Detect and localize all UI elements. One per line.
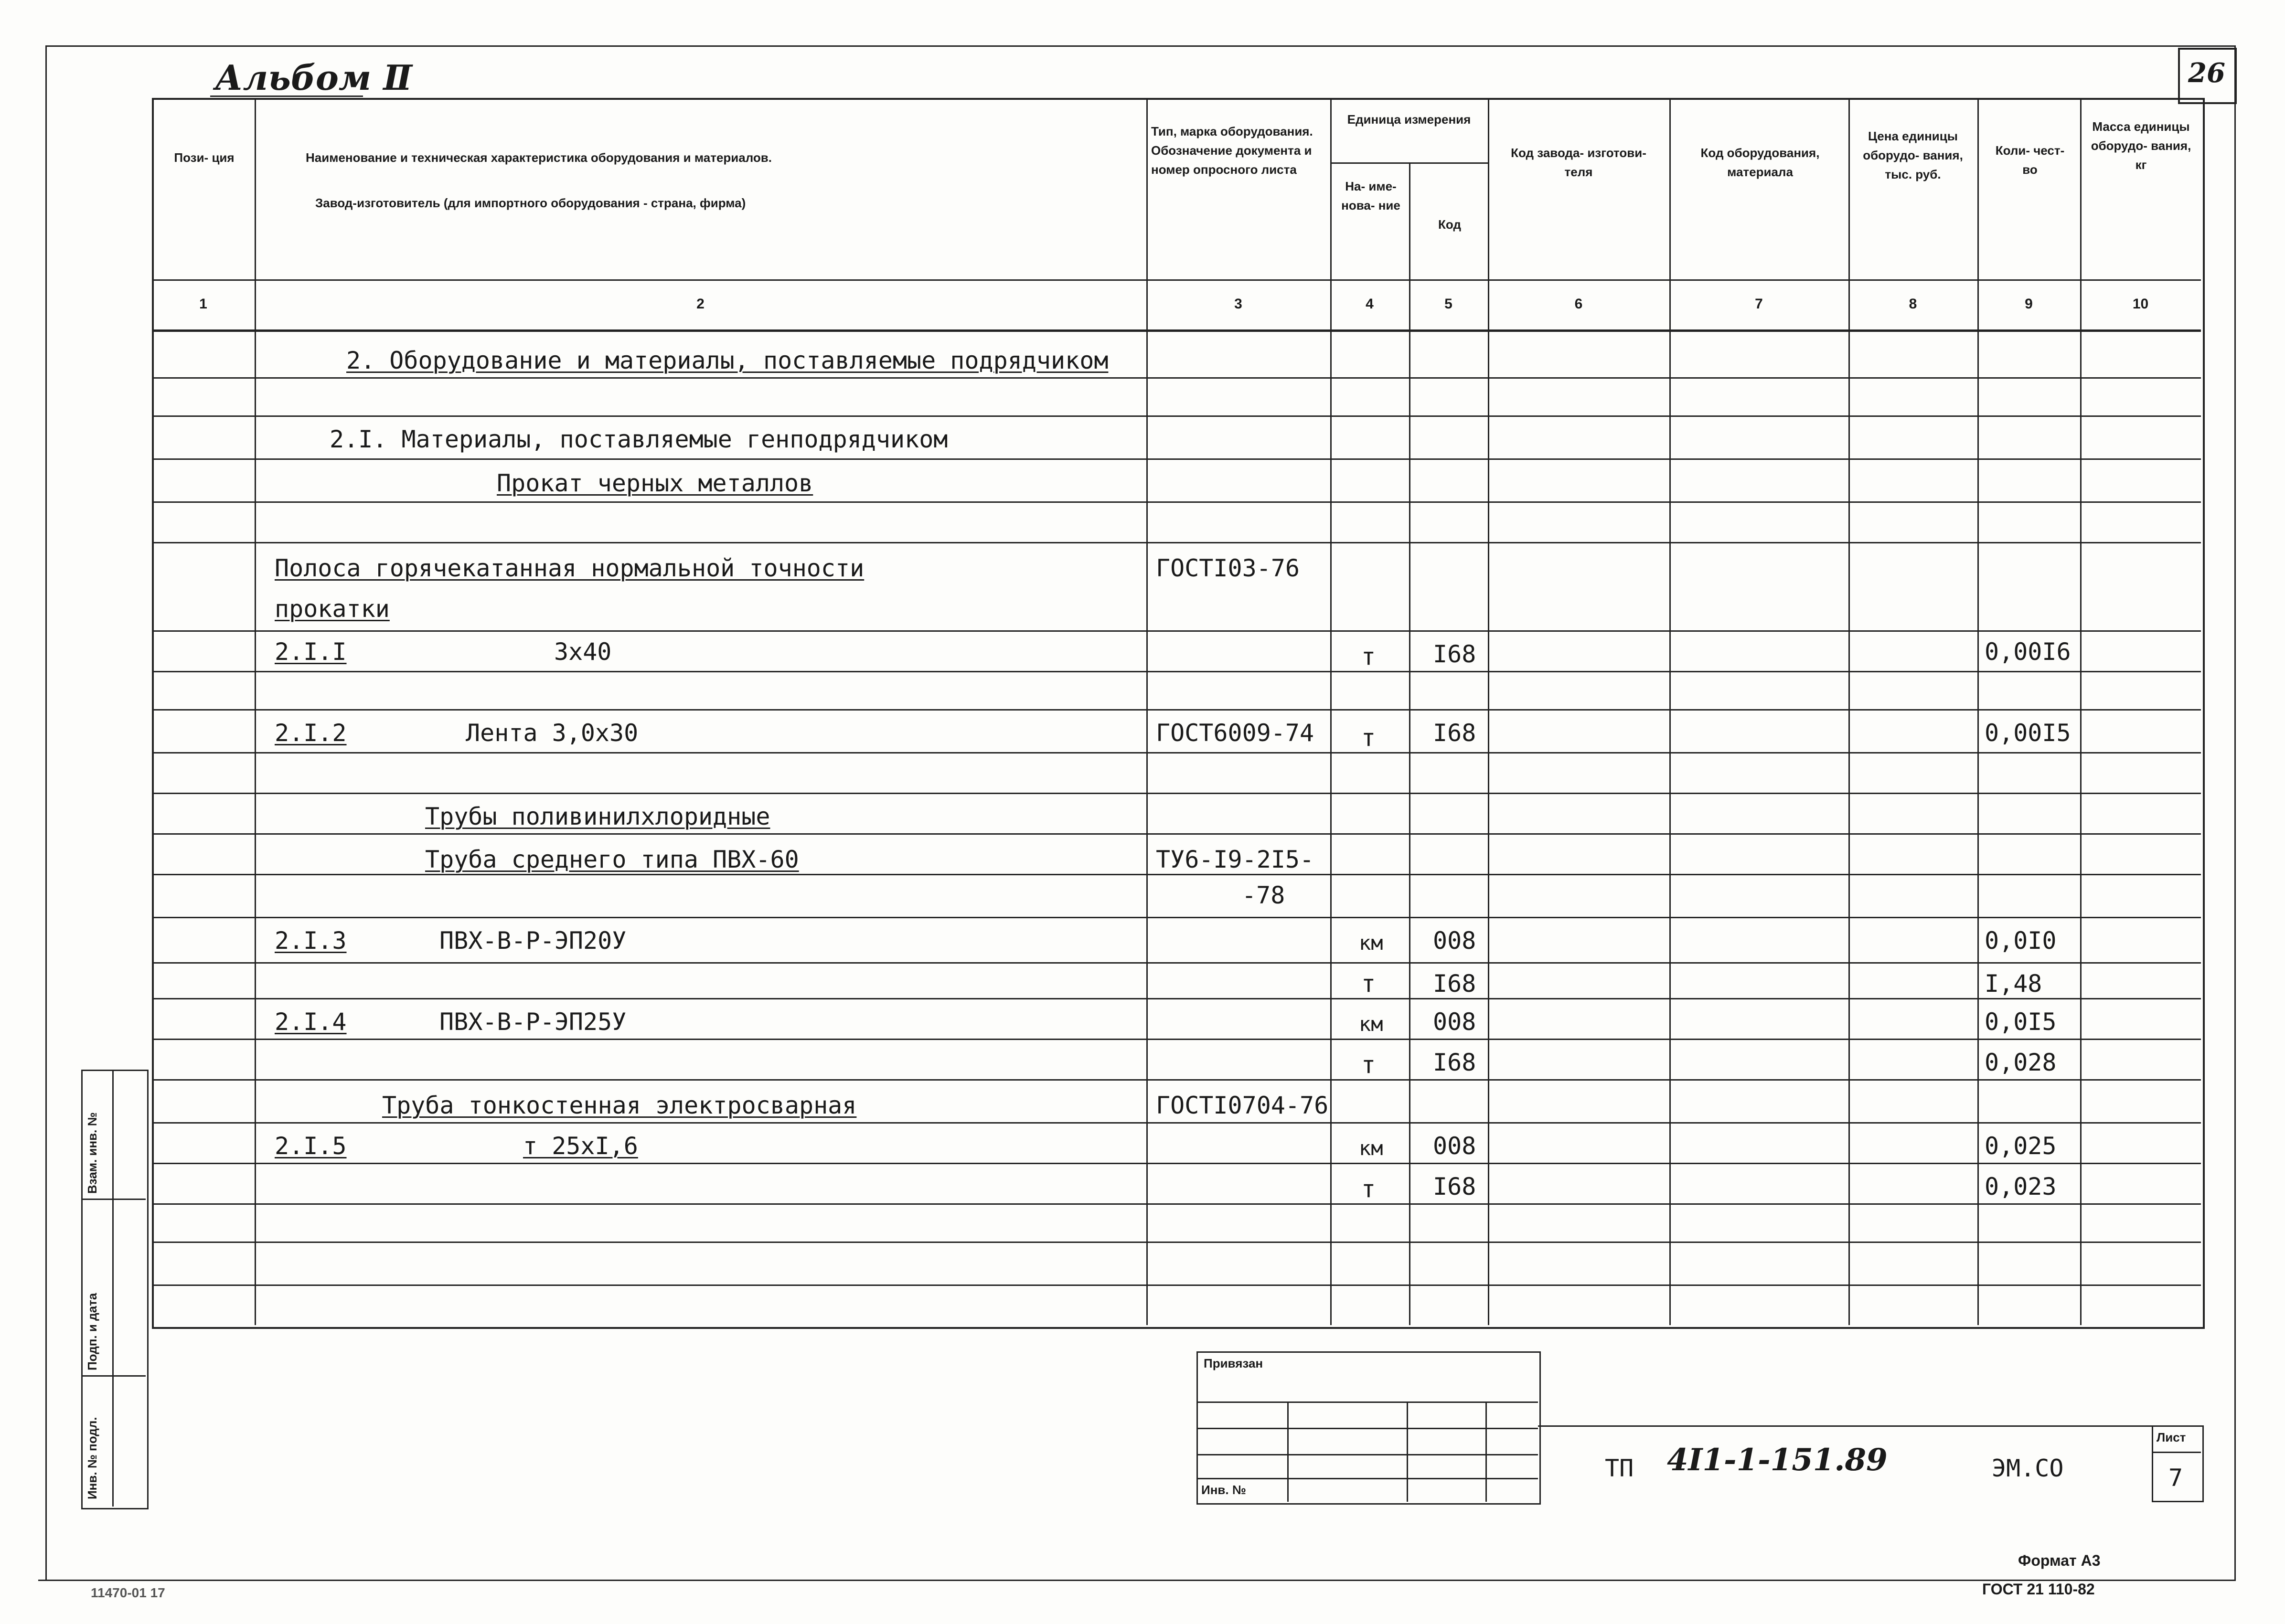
hdr-position: Пози- ция xyxy=(174,150,235,165)
row-212-name: Лента 3,0х30 xyxy=(466,719,639,747)
attach-col xyxy=(1407,1401,1408,1502)
row-line xyxy=(152,917,2201,918)
row-line xyxy=(152,1079,2201,1081)
colnum-10: 10 xyxy=(2132,296,2149,312)
strip-name-line2: прокатки xyxy=(275,595,390,623)
attach-col xyxy=(1287,1401,1289,1502)
col-line-5 xyxy=(1488,98,1489,1325)
sheet-corner-number: 26 xyxy=(2188,57,2225,89)
row-212-qty: 0,00I5 xyxy=(1985,719,2071,747)
doc-number: 4І1-1-151.89 xyxy=(1667,1442,1888,1478)
row-line xyxy=(152,1039,2201,1040)
row-line xyxy=(152,377,2201,379)
pvc-medium-doc-1: ТУ6-I9-2I5- xyxy=(1156,846,1314,873)
row-212-doc: ГОСТ6009-74 xyxy=(1156,719,1314,747)
hdr-mass: Масса единицы оборудо- вания, кг xyxy=(2091,119,2191,172)
thin-pipe-doc: ГОСТI0704-76 xyxy=(1156,1092,1329,1119)
row-211-code: I68 xyxy=(1433,640,1476,668)
attach-inv-no: Инв. № xyxy=(1201,1483,1246,1497)
row-214-unit-a: км xyxy=(1359,1012,1383,1036)
section-2-title: 2. Оборудование и материалы, поставляемые подрядчиком xyxy=(346,347,1109,374)
row-line xyxy=(152,962,2201,964)
row-211-unit: т xyxy=(1361,643,1376,670)
row-215-code-a: 008 xyxy=(1433,1132,1476,1160)
album-underline xyxy=(210,96,363,97)
row-213-qty-a: 0,0I0 xyxy=(1985,927,2057,955)
row-215-qty-b: 0,023 xyxy=(1985,1173,2057,1200)
row-214-code-a: 008 xyxy=(1433,1008,1476,1036)
row-211-pos: 2.I.I xyxy=(275,638,347,666)
hdr-type: Тип, марка оборудования. Обозначение документа и номер опросного листа xyxy=(1151,124,1313,177)
row-213-qty-b: I,48 xyxy=(1985,970,2042,998)
sheet-label: Лист xyxy=(2157,1430,2186,1444)
sheet-number: 7 xyxy=(2168,1464,2183,1492)
row-213-name: ПВХ-В-Р-ЭП20У xyxy=(439,927,627,955)
thin-pipe-title: Труба тонкостенная электросварная xyxy=(382,1092,857,1119)
title-block-line xyxy=(1538,1425,2201,1427)
row-211-qty: 0,00I6 xyxy=(1985,638,2071,666)
row-212-pos: 2.I.2 xyxy=(275,719,347,747)
row-line xyxy=(152,833,2201,835)
row-214-qty-b: 0,028 xyxy=(1985,1049,2057,1076)
row-212-code: I68 xyxy=(1433,719,1476,747)
colnum-6: 6 xyxy=(1574,296,1583,312)
row-214-code-b: I68 xyxy=(1433,1049,1476,1076)
colnum-9: 9 xyxy=(2025,296,2033,312)
pvc-group-title: Трубы поливинилхлоридные xyxy=(425,803,770,830)
col-line-4 xyxy=(1409,162,1410,1325)
rolled-metal-title: Прокат черных металлов xyxy=(497,469,813,497)
sheet-box-line xyxy=(2152,1452,2201,1453)
gost-label: ГОСТ 21 110-82 xyxy=(1982,1581,2095,1598)
hdr-unit-group: Единица измерения xyxy=(1347,112,1471,127)
row-line xyxy=(152,501,2201,503)
row-214-name: ПВХ-В-Р-ЭП25У xyxy=(439,1008,627,1036)
row-213-unit-a: км xyxy=(1359,931,1383,955)
row-line xyxy=(152,752,2201,754)
strip-doc: ГОСТI03-76 xyxy=(1156,554,1300,582)
col-line-6 xyxy=(1669,98,1671,1325)
row-line xyxy=(152,793,2201,794)
hdr-equip-code: Код оборудования, материала xyxy=(1700,146,1820,179)
row-215-qty-a: 0,025 xyxy=(1985,1132,2057,1160)
row-line xyxy=(152,1242,2201,1243)
col-line-7 xyxy=(1848,98,1850,1325)
row-212-unit: т xyxy=(1361,724,1376,752)
colnum-8: 8 xyxy=(1909,296,1917,312)
row-line xyxy=(152,542,2201,543)
side-stamp-row xyxy=(81,1199,146,1200)
row-215-code-b: I68 xyxy=(1433,1173,1476,1200)
hdr-name-line2: Завод-изготовитель (для импортного оборудования - страна, фирма) xyxy=(315,196,746,210)
hdr-unit-code: Код xyxy=(1438,217,1461,232)
row-line xyxy=(152,1284,2201,1286)
row-214-unit-b: т xyxy=(1361,1051,1376,1079)
row-215-name: т 25хI,6 xyxy=(523,1132,638,1160)
attach-col xyxy=(1485,1401,1487,1502)
side-inv-orig: Инв. № подл. xyxy=(85,1417,99,1499)
colnum-4: 4 xyxy=(1366,296,1374,312)
format-label: Формат А3 xyxy=(2018,1552,2101,1569)
row-214-qty-a: 0,0I5 xyxy=(1985,1008,2057,1036)
row-line xyxy=(152,1163,2201,1164)
row-213-code-a: 008 xyxy=(1433,927,1476,955)
row-213-unit-b: т xyxy=(1361,970,1376,998)
unit-group-line xyxy=(1330,162,1488,164)
row-215-unit-b: т xyxy=(1361,1175,1376,1203)
hdr-price: Цена единицы оборудо- вания, тыс. руб. xyxy=(1863,129,1963,181)
row-line xyxy=(152,1122,2201,1124)
hdr-factory-code: Код завода- изготови- теля xyxy=(1511,146,1646,179)
hdr-unit-name: На- име- нова- ние xyxy=(1341,179,1400,212)
hdr-quantity: Коли- чест- во xyxy=(1995,143,2065,177)
header-bottom-line xyxy=(152,279,2201,281)
strip-name-line1: Полоса горячекатанная нормальной точности xyxy=(275,554,865,582)
section-21-title: 2.I. Материалы, поставляемые генподрядчиком xyxy=(330,425,948,453)
row-line xyxy=(152,709,2201,711)
hdr-name-line1: Наименование и техническая характеристика оборудования и материалов. xyxy=(306,150,772,165)
col-line-2 xyxy=(1146,98,1148,1325)
row-line xyxy=(152,458,2201,460)
row-line xyxy=(152,415,2201,417)
pvc-medium-title: Труба среднего типа ПВХ-60 xyxy=(425,846,799,873)
side-sign-date: Подп. и дата xyxy=(85,1293,99,1370)
side-replace-inv: Взам. инв. № xyxy=(85,1112,99,1194)
attach-label: Привязан xyxy=(1204,1356,1263,1370)
row-213-pos: 2.I.3 xyxy=(275,927,347,955)
footer-line xyxy=(38,1580,1949,1581)
side-stamp-row xyxy=(81,1375,146,1377)
col-line-3 xyxy=(1330,98,1332,1325)
row-line xyxy=(152,874,2201,875)
bottom-left-note: 11470-01 17 xyxy=(91,1585,165,1600)
col-line-9 xyxy=(2080,98,2082,1325)
colnum-3: 3 xyxy=(1234,296,1242,312)
doc-suffix: ЭМ.СО xyxy=(1992,1454,2064,1482)
colnum-bottom-line xyxy=(152,329,2201,332)
doc-prefix: ТП xyxy=(1605,1454,1634,1482)
row-213-code-b: I68 xyxy=(1433,970,1476,998)
colnum-7: 7 xyxy=(1755,296,1763,312)
side-stamp-divider xyxy=(112,1070,114,1507)
row-211-name: 3х40 xyxy=(554,638,612,666)
colnum-2: 2 xyxy=(696,296,705,312)
row-line xyxy=(152,1203,2201,1205)
col-line-8 xyxy=(1977,98,1979,1325)
row-215-unit-a: км xyxy=(1359,1136,1383,1160)
row-214-pos: 2.I.4 xyxy=(275,1008,347,1036)
row-line xyxy=(152,630,2201,632)
col-line-1 xyxy=(255,98,256,1325)
colnum-1: 1 xyxy=(199,296,207,312)
spec-table xyxy=(152,98,2205,1329)
pvc-medium-doc-2: -78 xyxy=(1242,881,1285,909)
row-215-pos: 2.I.5 xyxy=(275,1132,347,1160)
album-label: Альбом Ⅱ xyxy=(215,57,413,98)
colnum-5: 5 xyxy=(1444,296,1452,312)
row-line xyxy=(152,998,2201,999)
row-line xyxy=(152,671,2201,672)
